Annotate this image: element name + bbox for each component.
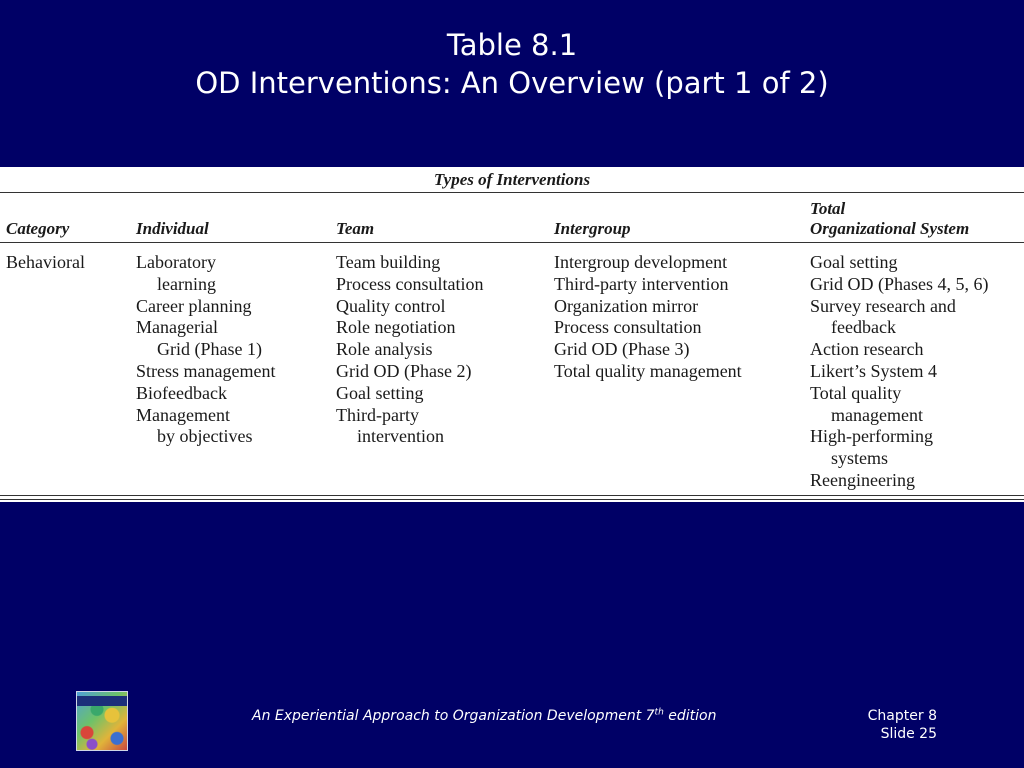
table-rule-top xyxy=(0,192,1024,193)
list-item: feedback xyxy=(831,317,896,338)
list-item: Quality control xyxy=(336,295,446,316)
list-item: Total quality management xyxy=(554,360,742,381)
list-item: systems xyxy=(831,448,889,469)
header-total-line1: Total xyxy=(810,199,846,218)
list-item: Role analysis xyxy=(336,339,433,360)
list-item: Process consultation xyxy=(554,317,702,338)
list-item: Organization mirror xyxy=(554,295,699,316)
footer-slide-number: Slide 25 xyxy=(880,726,937,742)
list-item: Likert’s System 4 xyxy=(810,360,937,381)
slide-title xyxy=(0,26,1024,102)
list-item: Third-party intervention xyxy=(554,273,729,294)
table-rule-header xyxy=(0,242,1024,243)
list-item: Role negotiation xyxy=(336,317,456,338)
list-item: Intergroup development xyxy=(554,252,728,272)
book-cover-thumbnail xyxy=(76,691,128,751)
list-item: intervention xyxy=(357,426,444,447)
footer-edition-word: edition xyxy=(663,708,717,724)
list-item: Reengineering xyxy=(810,469,915,490)
slide-title-line1: Table 8.1 xyxy=(446,28,578,62)
cell-intergroup xyxy=(554,252,742,383)
list-item: Stress management xyxy=(136,360,276,381)
table-rule-bottom xyxy=(0,495,1024,496)
list-item: Laboratory xyxy=(136,252,216,272)
table-rule-bottom-double xyxy=(0,499,1024,500)
footer-slide-info xyxy=(868,707,937,743)
list-item: Biofeedback xyxy=(136,382,227,403)
footer-chapter: Chapter 8 xyxy=(867,708,937,724)
list-item: Management xyxy=(136,404,230,425)
list-item: Grid OD (Phase 3) xyxy=(554,339,690,360)
list-item: Career planning xyxy=(136,295,252,316)
interventions-table xyxy=(0,167,1024,502)
book-cover-band xyxy=(77,696,127,706)
footer-edition-superscript: th xyxy=(654,707,664,718)
header-team: Team xyxy=(336,219,375,238)
slide-title-line2: OD Interventions: An Overview (part 1 of 2) xyxy=(195,66,829,100)
list-item: Team building xyxy=(336,252,441,272)
category-value: Behavioral xyxy=(6,252,85,272)
cell-team xyxy=(336,252,483,448)
list-item: High-performing xyxy=(810,426,933,447)
cell-total-organizational-system xyxy=(810,252,988,492)
list-item: Managerial xyxy=(136,317,218,338)
list-item: Third-party xyxy=(336,404,419,425)
footer-book-title-text: An Experiential Approach to Organization Development 7 xyxy=(252,708,655,724)
header-intergroup: Intergroup xyxy=(554,219,631,238)
header-total-line2: Organizational System xyxy=(810,219,970,238)
list-item: Grid OD (Phases 4, 5, 6) xyxy=(810,273,989,294)
list-item: Goal setting xyxy=(810,252,898,272)
footer-book-title xyxy=(252,707,716,725)
list-item: Grid OD (Phase 2) xyxy=(336,360,472,381)
header-individual: Individual xyxy=(136,219,209,238)
header-total-organizational-system xyxy=(810,199,969,239)
list-item: by objectives xyxy=(157,426,253,447)
list-item: Goal setting xyxy=(336,382,424,403)
cell-individual xyxy=(136,252,275,448)
list-item: management xyxy=(831,404,923,425)
table-caption: Types of Interventions xyxy=(433,170,591,189)
cell-category xyxy=(6,252,85,274)
list-item: learning xyxy=(157,273,216,294)
list-item: Survey research and xyxy=(810,295,956,316)
list-item: Grid (Phase 1) xyxy=(157,339,262,360)
list-item: Process consultation xyxy=(336,273,484,294)
header-category: Category xyxy=(6,219,70,238)
list-item: Total quality xyxy=(810,382,902,403)
list-item: Action research xyxy=(810,339,924,360)
